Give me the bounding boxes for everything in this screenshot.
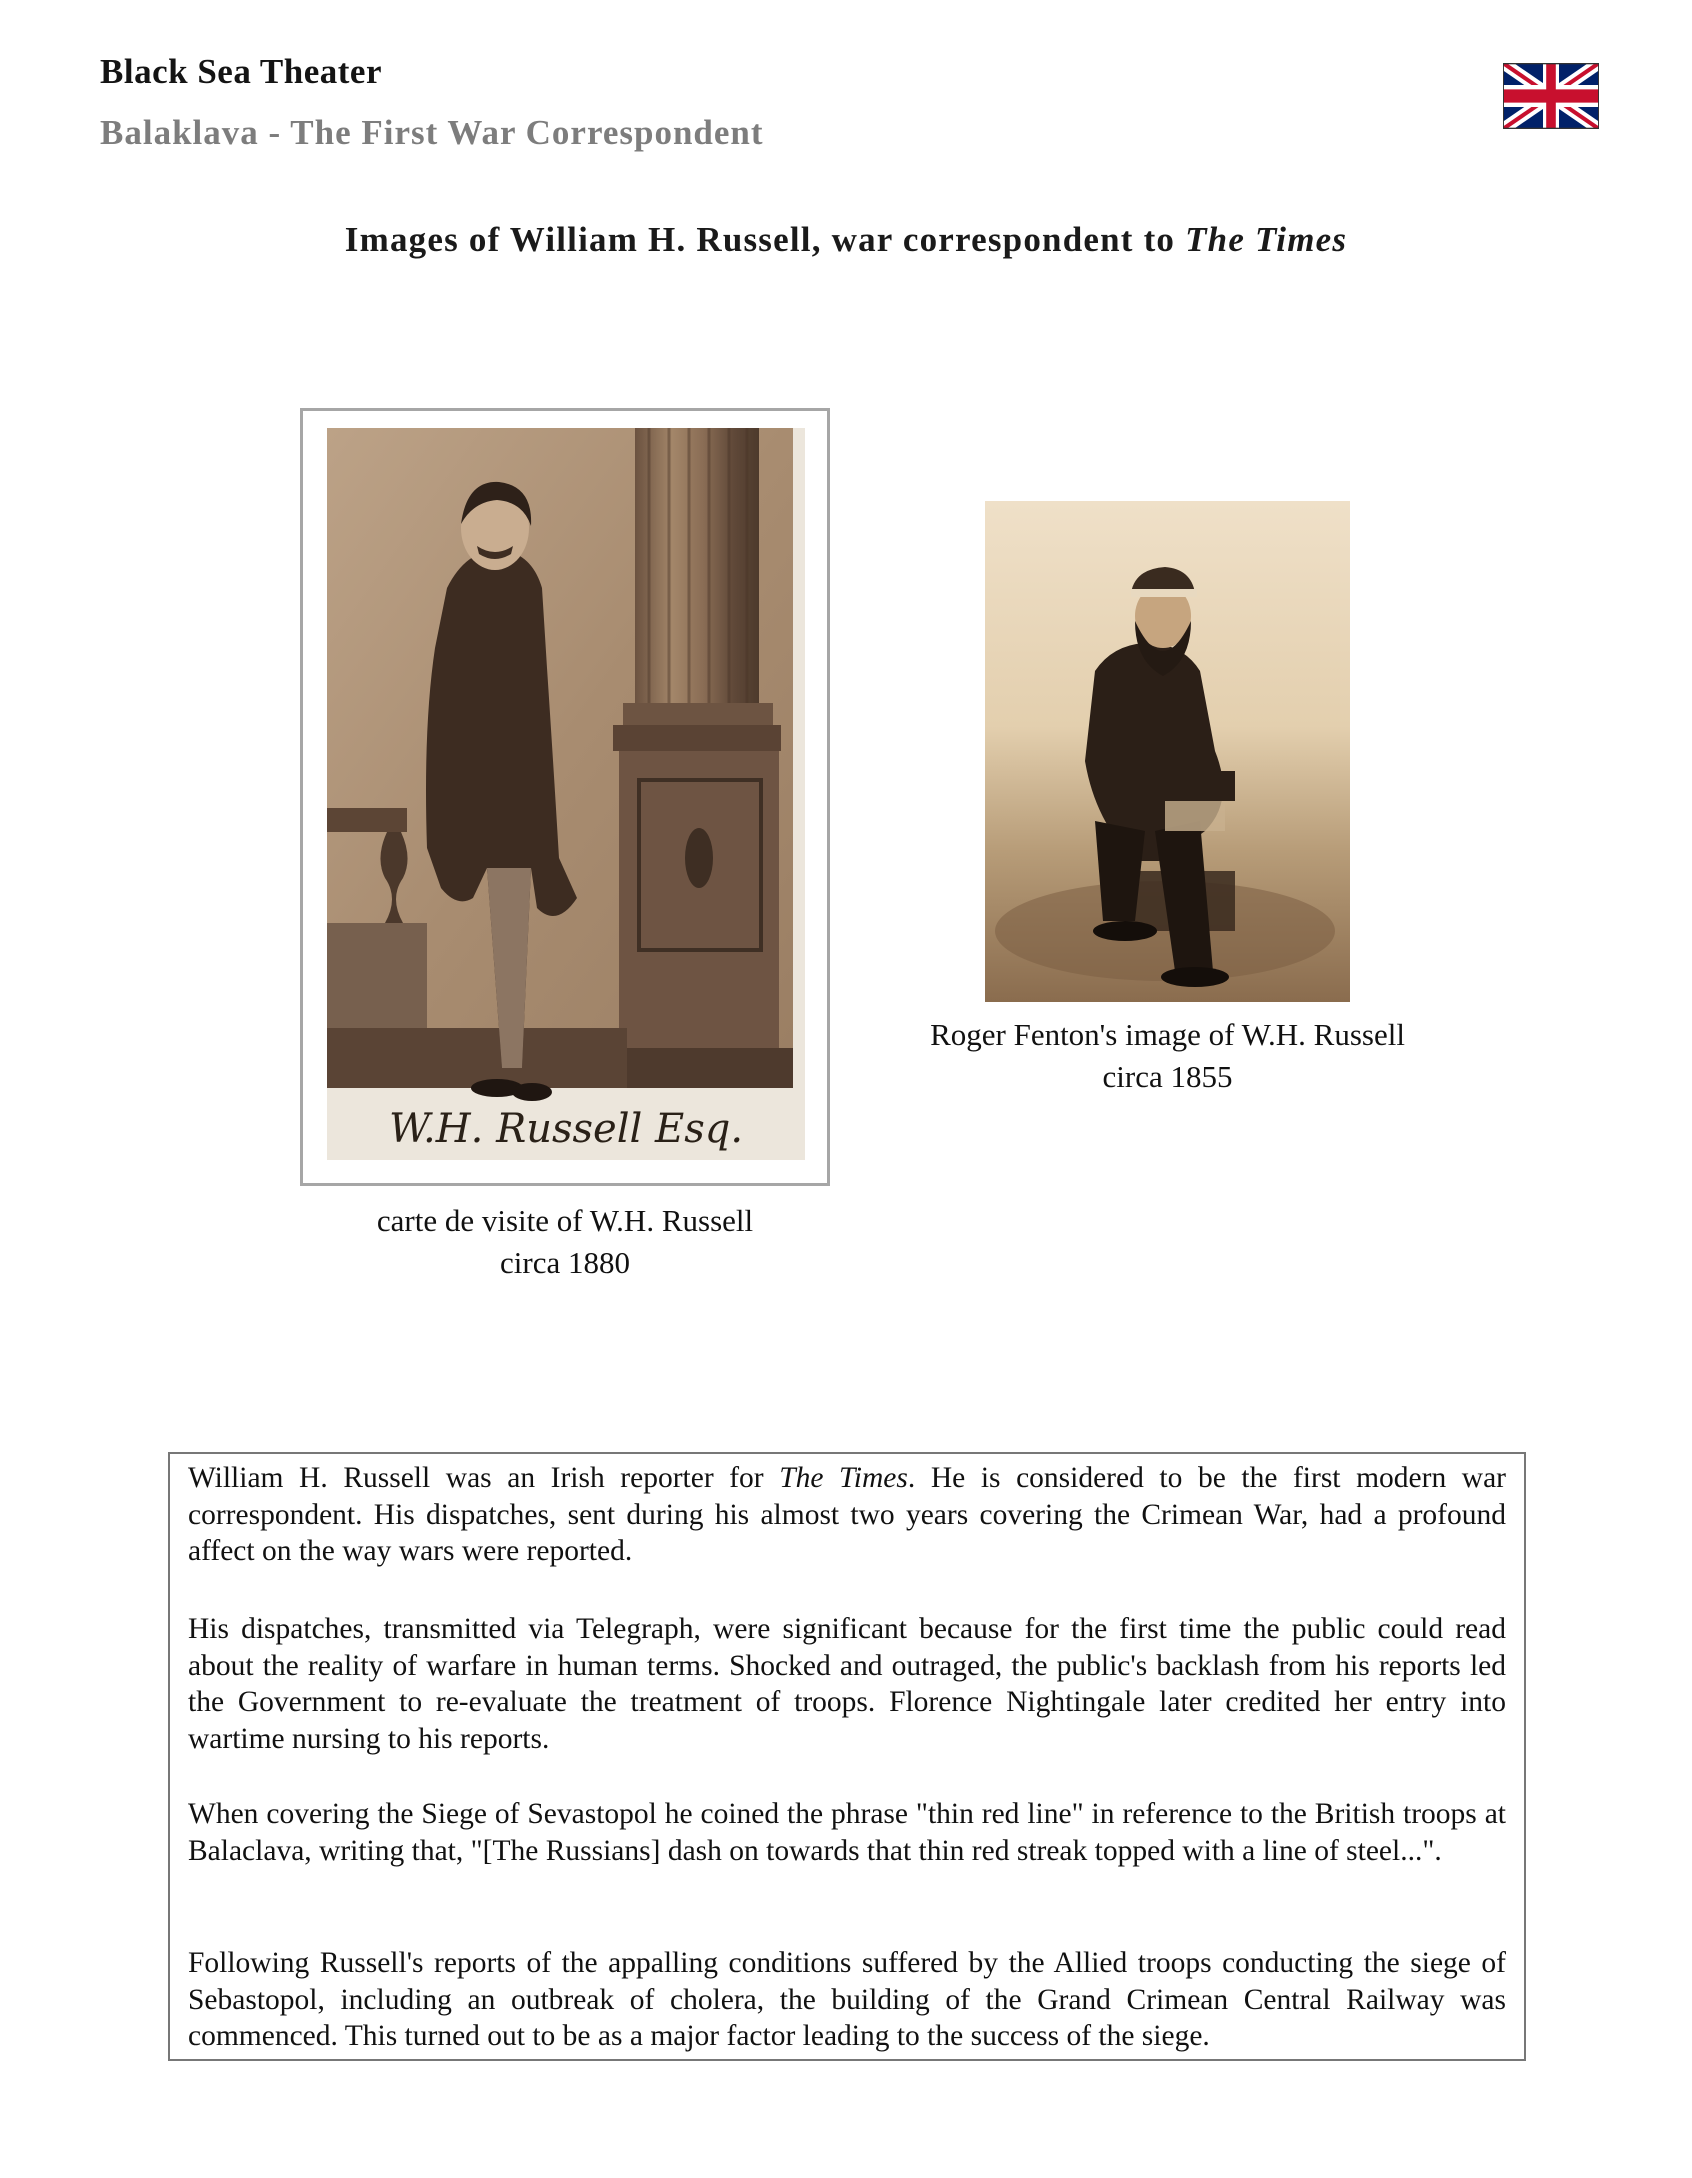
photo-caption-line1: Roger Fenton's image of W.H. Russell — [930, 1017, 1405, 1052]
article-paragraph-3: When covering the Siege of Sevastopol he coined the phrase "thin red line" in reference to the British troops at Balaclava, writing that, "[The Russians] dash on towards that thin red streak topped with a line of steel...". — [188, 1798, 1506, 1867]
paragraph-text: William H. Russell was an Irish reporter for — [188, 1462, 780, 1494]
heading-text: Images of William H. Russell, war correspondent to — [344, 220, 1186, 259]
section-heading — [0, 220, 1692, 260]
page-title: Black Sea Theater — [100, 52, 383, 91]
page-subtitle: Balaklava - The First War Correspondent — [100, 113, 764, 152]
signature-text: W.H. Russell Esq. — [388, 1106, 744, 1152]
heading-italic-text: The Times — [1185, 220, 1348, 259]
portrait-photo-seated — [985, 501, 1350, 1002]
photo-caption-line2: circa 1855 — [1102, 1059, 1233, 1094]
photo-caption-line1: carte de visite of W.H. Russell — [376, 1203, 754, 1238]
article-paragraph-2: His dispatches, transmitted via Telegraph, were significant because for the first time the public could read about the reality of warfare in human terms. Shocked and outraged, the public's backlash from his reports led the Government to re-evaluate the treatment of troops. Florence Nightingale later credited her entry into wartime nursing to his reports. — [188, 1613, 1506, 1755]
union-jack-flag-icon — [1503, 63, 1599, 129]
article-paragraph-1 — [188, 1460, 1506, 1570]
paragraph-italic-text: The Times — [779, 1462, 908, 1494]
paragraph-text: . He is considered to be the first modern war correspondent. His dispatches, sent during his almost two years covering the Crimean War, had a profound affect on the way wars were reported. — [188, 1462, 1506, 1567]
photo-caption-line2: circa 1880 — [500, 1245, 630, 1280]
article-paragraph-4: Following Russell's reports of the appalling conditions suffered by the Allied troops conducting the siege of Sebastopol, including an outbreak of cholera, the building of the Grand Crimean Central Railway was commenced. This turned out to be as a major factor leading to the success of the siege. — [188, 1947, 1506, 2052]
portrait-photo-standing — [327, 428, 805, 1160]
